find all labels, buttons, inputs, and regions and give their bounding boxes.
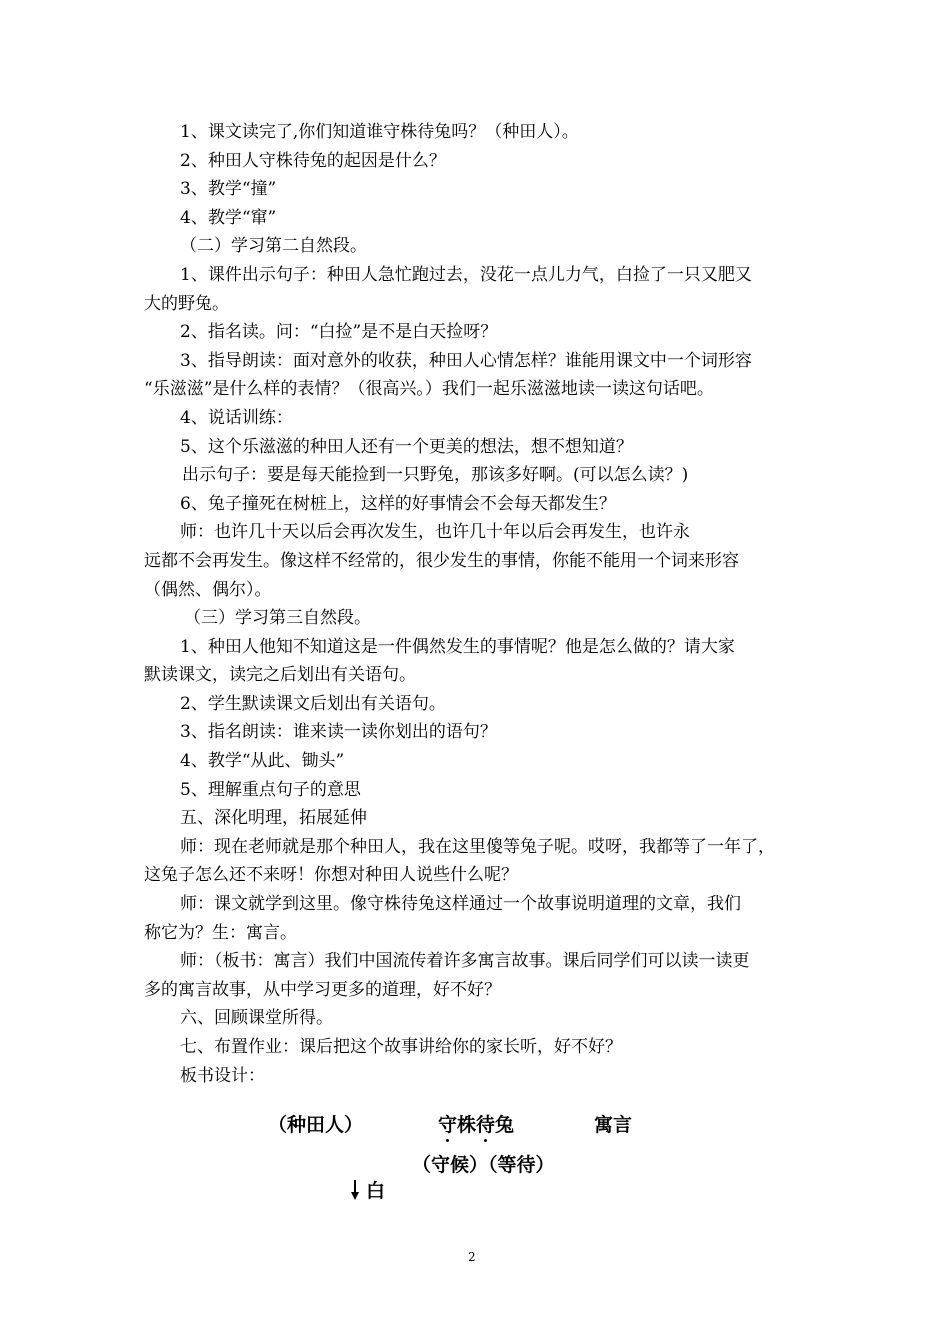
paragraph-line: 远都不会再发生。像这样不经常的，很少发生的事情，你能不能用一个词来形容 [144, 550, 739, 571]
section-heading: 五、深化明理，拓展延伸 [180, 808, 367, 829]
paragraph-line: 5、理解重点句子的意思 [180, 779, 361, 800]
paragraph-line: 4、说话训练： [180, 407, 293, 428]
paragraph-line: 1、种田人他知不知道这是一件偶然发生的事情呢？他是怎么做的？请大家 [180, 636, 735, 657]
paragraph-line: 3、指名朗读：谁来读一读你划出的语句？ [180, 722, 497, 743]
page-number: 2 [468, 1250, 476, 1264]
section-heading: 七、布置作业：课后把这个故事讲给你的家长听，好不好？ [180, 1037, 622, 1057]
paragraph-line: 3、教学“撞” [180, 179, 277, 200]
paragraph-line: 5、这个乐滋滋的种田人还有一个更美的想法，想不想知道？ [180, 436, 633, 457]
section-heading: 六、回顾课堂所得。 [180, 1008, 333, 1029]
paragraph-line: “乐滋滋”是什么样的表情？（很高兴。）我们一起乐滋滋地读一读这句话吧。 [144, 379, 714, 400]
paragraph-line: 称它为？生：寓言。 [144, 922, 297, 943]
board-title-char: 兔 [495, 1114, 515, 1136]
paragraph-line: 4、教学“窜” [180, 207, 277, 228]
paragraph-line: 默读课文，读完之后划出有关语句。 [144, 665, 416, 686]
board-design-label: 板书设计： [180, 1065, 265, 1086]
board-farmer: （种田人） [268, 1114, 364, 1136]
paragraph-line: 师：（板书：寓言）我们中国流传着许多寓言故事。课后同学们可以读一读更 [180, 951, 750, 972]
paragraph-line: 师：课文就学到这里。像守株待兔这样通过一个故事说明道理的文章，我们 [180, 894, 741, 915]
board-fable: 寓言 [594, 1114, 633, 1136]
paragraph-line: 1、课文读完了,你们知道谁守株待兔吗？（种田人）。 [180, 122, 579, 142]
paragraph-line: 师：也许几十天以后会再次发生，也许几十年以后会再发生，也许永 [180, 522, 690, 543]
paragraph-line: 6、兔子撞死在树桩上，这样的好事情会不会每天都发生？ [180, 493, 616, 514]
paragraph-line: 2、种田人守株待兔的起因是什么？ [180, 150, 446, 171]
board-explain: （守候）（等待） [412, 1154, 555, 1176]
board-title-char: 守 [438, 1110, 457, 1137]
paragraph-line: 大的野兔。 [144, 293, 229, 314]
section-heading: （二）学习第二自然段。 [180, 236, 367, 257]
paragraph-line: （偶然、偶尔）。 [144, 579, 272, 600]
paragraph-line: 2、指名读。问：“白捡”是不是白天捡呀？ [180, 322, 498, 343]
section-heading: （三）学习第三自然段。 [184, 608, 371, 629]
paragraph-line: 师：现在老师就是那个种田人，我在这里傻等兔子呢。哎呀，我都等了一年了， [180, 836, 775, 857]
board-bai: 白 [366, 1180, 386, 1202]
board-title-char: 待 [476, 1110, 495, 1137]
paragraph-line: 出示句子：要是每天能捡到一只野兔，那该多好啊。(可以怎么读？) [182, 465, 689, 486]
lesson-text [144, 118, 814, 1090]
board-title [438, 1110, 514, 1137]
paragraph-line: 多的寓言故事，从中学习更多的道理，好不好？ [144, 979, 501, 1000]
paragraph-line: 2、学生默读课文后划出有关语句。 [180, 693, 446, 714]
paragraph-line: 1、课件出示句子：种田人急忙跑过去，没花一点儿力气，白捡了一只又肥又 [180, 264, 752, 285]
down-arrow-icon [350, 1180, 360, 1200]
board-title-char: 株 [457, 1114, 477, 1136]
paragraph-line: 4、教学“从此、锄头” [180, 751, 345, 772]
paragraph-line: 这兔子怎么还不来呀！你想对种田人说些什么呢？ [144, 865, 518, 886]
paragraph-line: 3、指导朗读：面对意外的收获，种田人心情怎样？谁能用课文中一个词形容 [180, 350, 752, 371]
